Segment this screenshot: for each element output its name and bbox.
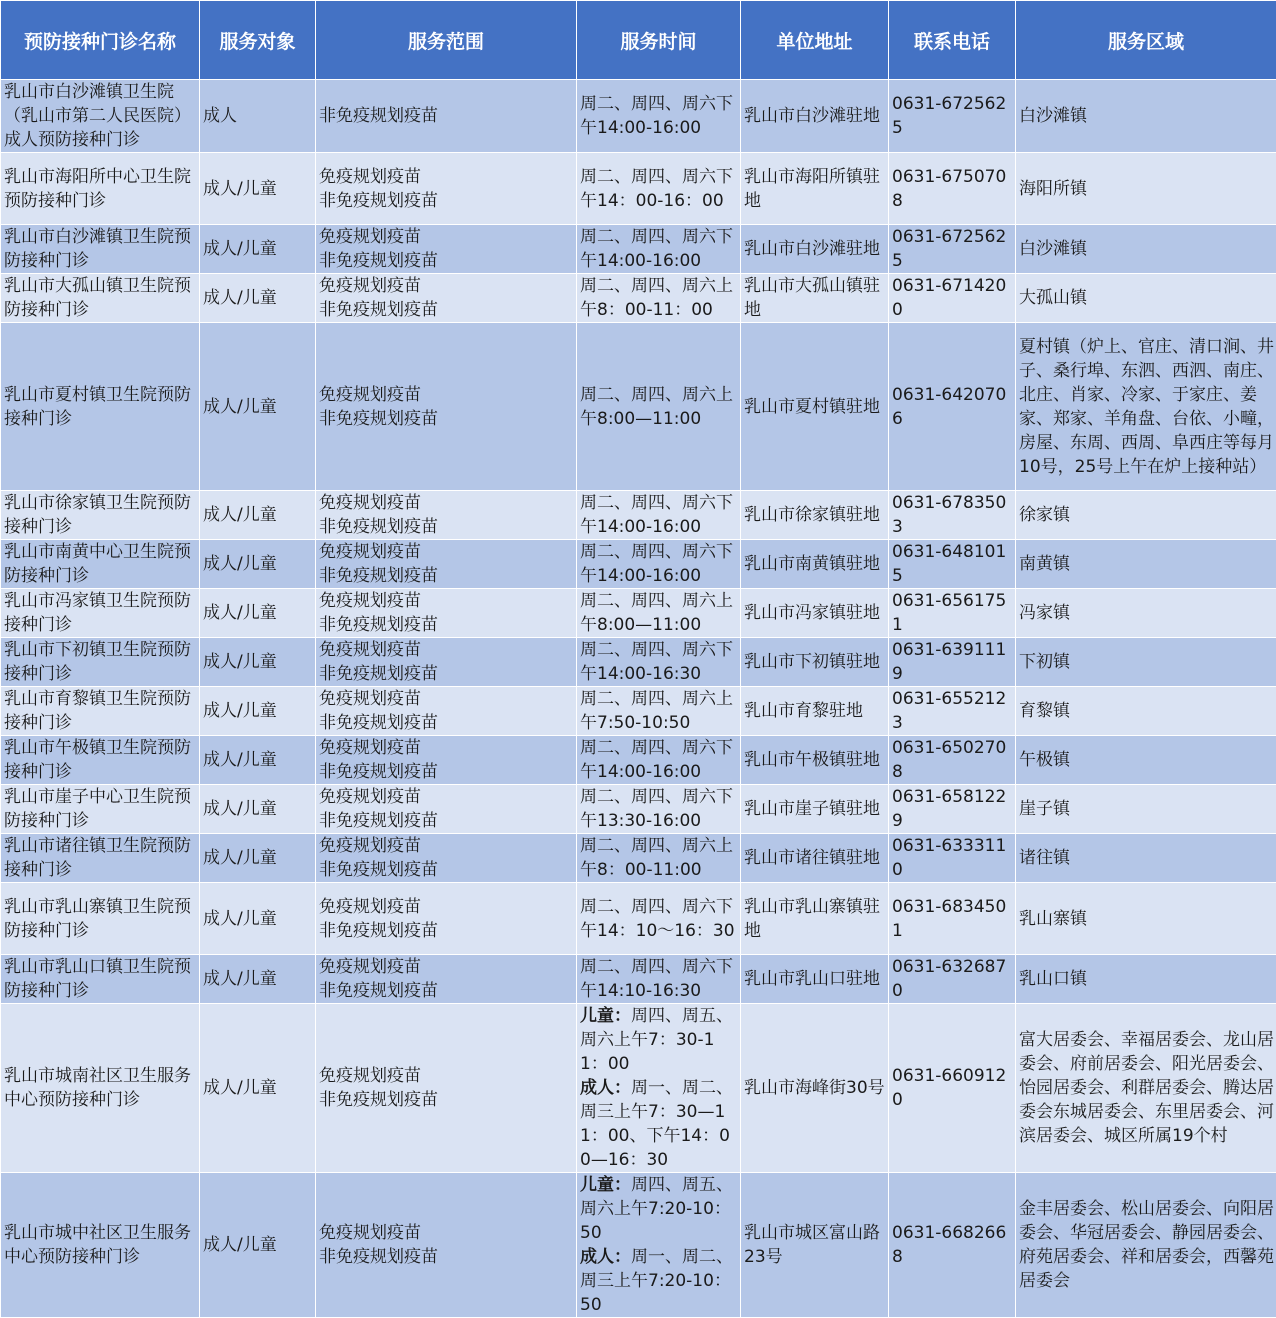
scope-line: 非免疫规划疫苗: [319, 189, 574, 213]
clinic-name-cell: 乳山市白沙滩镇卫生院（乳山市第二人民医院）成人预防接种门诊: [1, 80, 200, 153]
phone-cell: 0631-6682668: [889, 1173, 1016, 1318]
clinic-name-cell: 乳山市崖子中心卫生院预防接种门诊: [1, 785, 200, 834]
scope-line: 非免疫规划疫苗: [319, 298, 574, 322]
service-area-cell: 金丰居委会、松山居委会、向阳居委会、华冠居委会、静园居委会、府苑居委会、祥和居委会，西馨苑居委会: [1016, 1173, 1276, 1318]
address-cell: 乳山市冯家镇驻地: [741, 589, 889, 638]
service-target-cell: 成人/儿童: [200, 540, 316, 589]
phone-cell: 0631-6552123: [889, 687, 1016, 736]
scope-line: 免疫规划疫苗: [319, 589, 574, 613]
service-scope-cell: [316, 687, 577, 736]
header-address: 单位地址: [741, 1, 889, 80]
scope-line: 免疫规划疫苗: [319, 165, 574, 189]
service-scope-cell: [316, 225, 577, 274]
service-area-cell: 下初镇: [1016, 638, 1276, 687]
table-row: [1, 323, 1276, 491]
scope-line: 免疫规划疫苗: [319, 1064, 574, 1088]
time-part: [580, 1004, 738, 1076]
service-target-cell: 成人/儿童: [200, 736, 316, 785]
time-part-text: 周四、周五、周六上午7：30-11：00: [580, 1006, 733, 1074]
time-part-text: 周一、周二、周三上午7：30—11：00、下午14：00—16：30: [580, 1078, 733, 1170]
service-time-cell: [577, 1004, 741, 1173]
service-target-cell: 成人/儿童: [200, 883, 316, 955]
service-time-cell: 周二、周四、周六下午14:00-16:00: [577, 736, 741, 785]
phone-cell: 0631-6783503: [889, 491, 1016, 540]
phone-cell: 0631-6725625: [889, 80, 1016, 153]
header-service-scope: 服务范围: [316, 1, 577, 80]
service-area-cell: 崖子镇: [1016, 785, 1276, 834]
header-row: [1, 1, 1276, 80]
service-area-cell: 白沙滩镇: [1016, 225, 1276, 274]
service-target-cell: 成人/儿童: [200, 1004, 316, 1173]
clinic-name-cell: 乳山市徐家镇卫生院预防接种门诊: [1, 491, 200, 540]
service-area-cell: 大孤山镇: [1016, 274, 1276, 323]
table-row: [1, 589, 1276, 638]
scope-line: 非免疫规划疫苗: [319, 979, 574, 1003]
table-row: [1, 955, 1276, 1004]
service-time-cell: 周二、周四、周六下午14:00-16:00: [577, 225, 741, 274]
address-cell: 乳山市午极镇驻地: [741, 736, 889, 785]
service-scope-cell: [316, 1173, 577, 1318]
service-time-cell: 周二、周四、周六下午13:30-16:00: [577, 785, 741, 834]
address-cell: 乳山市夏村镇驻地: [741, 323, 889, 491]
scope-line: 非免疫规划疫苗: [319, 919, 574, 943]
scope-line: 免疫规划疫苗: [319, 540, 574, 564]
scope-line: 非免疫规划疫苗: [319, 249, 574, 273]
service-time-cell: 周二、周四、周六下午14：10～16：30: [577, 883, 741, 955]
phone-cell: 0631-6420706: [889, 323, 1016, 491]
phone-cell: 0631-6391119: [889, 638, 1016, 687]
address-cell: 乳山市白沙滩驻地: [741, 80, 889, 153]
address-cell: 乳山市白沙滩驻地: [741, 225, 889, 274]
address-cell: 乳山市崖子镇驻地: [741, 785, 889, 834]
scope-line: 非免疫规划疫苗: [319, 407, 574, 431]
scope-line: 非免疫规划疫苗: [319, 662, 574, 686]
service-target-cell: 成人/儿童: [200, 785, 316, 834]
scope-line: 非免疫规划疫苗: [319, 104, 574, 128]
time-part-text: 周一、周二、周三上午7:20-10：50: [580, 1247, 733, 1315]
table-body: [1, 80, 1276, 1318]
phone-cell: 0631-6714200: [889, 274, 1016, 323]
service-target-cell: 成人/儿童: [200, 1173, 316, 1318]
scope-line: 免疫规划疫苗: [319, 638, 574, 662]
time-part-label: 儿童：: [580, 1006, 631, 1026]
table-row: [1, 80, 1276, 153]
clinic-name-cell: 乳山市夏村镇卫生院预防接种门诊: [1, 323, 200, 491]
clinic-name-cell: 乳山市下初镇卫生院预防接种门诊: [1, 638, 200, 687]
scope-line: 免疫规划疫苗: [319, 687, 574, 711]
scope-line: 免疫规划疫苗: [319, 736, 574, 760]
table-row: [1, 1173, 1276, 1318]
header-phone: 联系电话: [889, 1, 1016, 80]
service-time-cell: 周二、周四、周六下午14:00-16:30: [577, 638, 741, 687]
scope-line: 免疫规划疫苗: [319, 274, 574, 298]
service-target-cell: 成人/儿童: [200, 955, 316, 1004]
clinic-name-cell: 乳山市大孤山镇卫生院预防接种门诊: [1, 274, 200, 323]
service-time-cell: 周二、周四、周六上午8：00-11:00: [577, 834, 741, 883]
phone-cell: 0631-6326870: [889, 955, 1016, 1004]
service-scope-cell: [316, 540, 577, 589]
service-area-cell: 午极镇: [1016, 736, 1276, 785]
service-area-cell: 南黄镇: [1016, 540, 1276, 589]
address-cell: 乳山市大孤山镇驻地: [741, 274, 889, 323]
service-target-cell: 成人/儿童: [200, 589, 316, 638]
table-row: [1, 736, 1276, 785]
service-area-cell: 徐家镇: [1016, 491, 1276, 540]
service-scope-cell: [316, 274, 577, 323]
phone-cell: 0631-6481015: [889, 540, 1016, 589]
service-scope-cell: [316, 638, 577, 687]
service-scope-cell: [316, 153, 577, 225]
clinic-name-cell: 乳山市乳山口镇卫生院预防接种门诊: [1, 955, 200, 1004]
service-time-cell: 周二、周四、周六下午14:10-16:30: [577, 955, 741, 1004]
header-service-target: 服务对象: [200, 1, 316, 80]
address-cell: 乳山市育黎驻地: [741, 687, 889, 736]
service-target-cell: 成人/儿童: [200, 687, 316, 736]
service-scope-cell: [316, 883, 577, 955]
service-target-cell: 成人/儿童: [200, 638, 316, 687]
table-row: [1, 153, 1276, 225]
service-scope-cell: [316, 1004, 577, 1173]
service-time-cell: 周二、周四、周六上午8:00—11:00: [577, 323, 741, 491]
service-area-cell: 乳山寨镇: [1016, 883, 1276, 955]
address-cell: 乳山市乳山寨镇驻地: [741, 883, 889, 955]
scope-line: 非免疫规划疫苗: [319, 760, 574, 784]
service-time-cell: 周二、周四、周六下午14:00-16:00: [577, 80, 741, 153]
service-target-cell: 成人/儿童: [200, 225, 316, 274]
clinic-name-cell: 乳山市育黎镇卫生院预防接种门诊: [1, 687, 200, 736]
time-part-label: 儿童：: [580, 1175, 631, 1195]
service-time-cell: 周二、周四、周六上午7:50-10:50: [577, 687, 741, 736]
scope-line: 免疫规划疫苗: [319, 834, 574, 858]
phone-cell: 0631-6609120: [889, 1004, 1016, 1173]
scope-line: 非免疫规划疫苗: [319, 858, 574, 882]
address-cell: 乳山市诸往镇驻地: [741, 834, 889, 883]
scope-line: 非免疫规划疫苗: [319, 564, 574, 588]
service-area-cell: 海阳所镇: [1016, 153, 1276, 225]
service-time-cell: 周二、周四、周六上午8:00—11:00: [577, 589, 741, 638]
service-target-cell: 成人/儿童: [200, 491, 316, 540]
table-row: [1, 687, 1276, 736]
clinic-name-cell: 乳山市午极镇卫生院预防接种门诊: [1, 736, 200, 785]
table-row: [1, 785, 1276, 834]
service-scope-cell: [316, 736, 577, 785]
table-row: [1, 1004, 1276, 1173]
scope-line: 非免疫规划疫苗: [319, 1245, 574, 1269]
service-area-cell: 夏村镇（炉上、官庄、清口涧、井子、桑行埠、东泗、西泗、南庄、北庄、肖家、冷家、于家庄、姜家、郑家、羊角盘、台依、小疃，房屋、东周、西周、阜西庄等每月10号，25号上午在炉上接种站）: [1016, 323, 1276, 491]
table-row: [1, 274, 1276, 323]
scope-line: 免疫规划疫苗: [319, 225, 574, 249]
service-scope-cell: [316, 834, 577, 883]
phone-cell: 0631-6725625: [889, 225, 1016, 274]
address-cell: 乳山市乳山口驻地: [741, 955, 889, 1004]
clinic-name-cell: 乳山市诸往镇卫生院预防接种门诊: [1, 834, 200, 883]
service-area-cell: 育黎镇: [1016, 687, 1276, 736]
table-row: [1, 638, 1276, 687]
time-part: [580, 1076, 738, 1172]
service-scope-cell: [316, 80, 577, 153]
service-target-cell: 成人/儿童: [200, 323, 316, 491]
time-part: [580, 1173, 738, 1245]
service-scope-cell: [316, 589, 577, 638]
header-service-time: 服务时间: [577, 1, 741, 80]
service-area-cell: 诸往镇: [1016, 834, 1276, 883]
address-cell: 乳山市下初镇驻地: [741, 638, 889, 687]
scope-line: 免疫规划疫苗: [319, 785, 574, 809]
time-part-text: 周四、周五、周六上午7:20-10：50: [580, 1175, 733, 1243]
service-area-cell: 富大居委会、幸福居委会、龙山居委会、府前居委会、阳光居委会、怡园居委会、利群居委会、腾达居委会东城居委会、东里居委会、河滨居委会、城区所属19个村: [1016, 1004, 1276, 1173]
header-service-area: 服务区域: [1016, 1, 1276, 80]
address-cell: 乳山市海阳所镇驻地: [741, 153, 889, 225]
clinic-name-cell: 乳山市冯家镇卫生院预防接种门诊: [1, 589, 200, 638]
clinic-name-cell: 乳山市城南社区卫生服务中心预防接种门诊: [1, 1004, 200, 1173]
scope-line: 免疫规划疫苗: [319, 955, 574, 979]
scope-line: 非免疫规划疫苗: [319, 711, 574, 735]
service-area-cell: 冯家镇: [1016, 589, 1276, 638]
phone-cell: 0631-6834501: [889, 883, 1016, 955]
service-scope-cell: [316, 785, 577, 834]
phone-cell: 0631-6502708: [889, 736, 1016, 785]
scope-line: 非免疫规划疫苗: [319, 809, 574, 833]
scope-line: 免疫规划疫苗: [319, 383, 574, 407]
address-cell: 乳山市徐家镇驻地: [741, 491, 889, 540]
phone-cell: 0631-6561751: [889, 589, 1016, 638]
clinic-name-cell: 乳山市城中社区卫生服务中心预防接种门诊: [1, 1173, 200, 1318]
clinic-name-cell: 乳山市白沙滩镇卫生院预防接种门诊: [1, 225, 200, 274]
service-time-cell: 周二、周四、周六下午14：00-16：00: [577, 153, 741, 225]
clinic-name-cell: 乳山市南黄中心卫生院预防接种门诊: [1, 540, 200, 589]
service-time-cell: 周二、周四、周六上午8：00-11：00: [577, 274, 741, 323]
service-scope-cell: [316, 955, 577, 1004]
service-scope-cell: [316, 323, 577, 491]
scope-line: 非免疫规划疫苗: [319, 613, 574, 637]
phone-cell: 0631-6750708: [889, 153, 1016, 225]
address-cell: 乳山市南黄镇驻地: [741, 540, 889, 589]
time-part: [580, 1245, 738, 1317]
table-row: [1, 540, 1276, 589]
service-time-cell: [577, 1173, 741, 1318]
scope-line: 免疫规划疫苗: [319, 895, 574, 919]
service-time-cell: 周二、周四、周六下午14:00-16:00: [577, 491, 741, 540]
service-target-cell: 成人/儿童: [200, 834, 316, 883]
table-row: [1, 834, 1276, 883]
clinic-name-cell: 乳山市乳山寨镇卫生院预防接种门诊: [1, 883, 200, 955]
service-scope-cell: [316, 491, 577, 540]
service-target-cell: 成人: [200, 80, 316, 153]
service-time-cell: 周二、周四、周六下午14:00-16:00: [577, 540, 741, 589]
scope-line: 非免疫规划疫苗: [319, 1088, 574, 1112]
header-clinic-name: 预防接种门诊名称: [1, 1, 200, 80]
address-cell: 乳山市海峰街30号: [741, 1004, 889, 1173]
service-target-cell: 成人/儿童: [200, 274, 316, 323]
phone-cell: 0631-6581229: [889, 785, 1016, 834]
scope-line: 免疫规划疫苗: [319, 491, 574, 515]
time-part-label: 成人：: [580, 1247, 631, 1267]
service-area-cell: 乳山口镇: [1016, 955, 1276, 1004]
service-target-cell: 成人/儿童: [200, 153, 316, 225]
phone-cell: 0631-6333110: [889, 834, 1016, 883]
scope-line: 非免疫规划疫苗: [319, 515, 574, 539]
service-area-cell: 白沙滩镇: [1016, 80, 1276, 153]
clinic-name-cell: 乳山市海阳所中心卫生院预防接种门诊: [1, 153, 200, 225]
table-row: [1, 883, 1276, 955]
address-cell: 乳山市城区富山路23号: [741, 1173, 889, 1318]
scope-line: 免疫规划疫苗: [319, 1221, 574, 1245]
time-part-label: 成人：: [580, 1078, 631, 1098]
table-row: [1, 225, 1276, 274]
table-row: [1, 491, 1276, 540]
